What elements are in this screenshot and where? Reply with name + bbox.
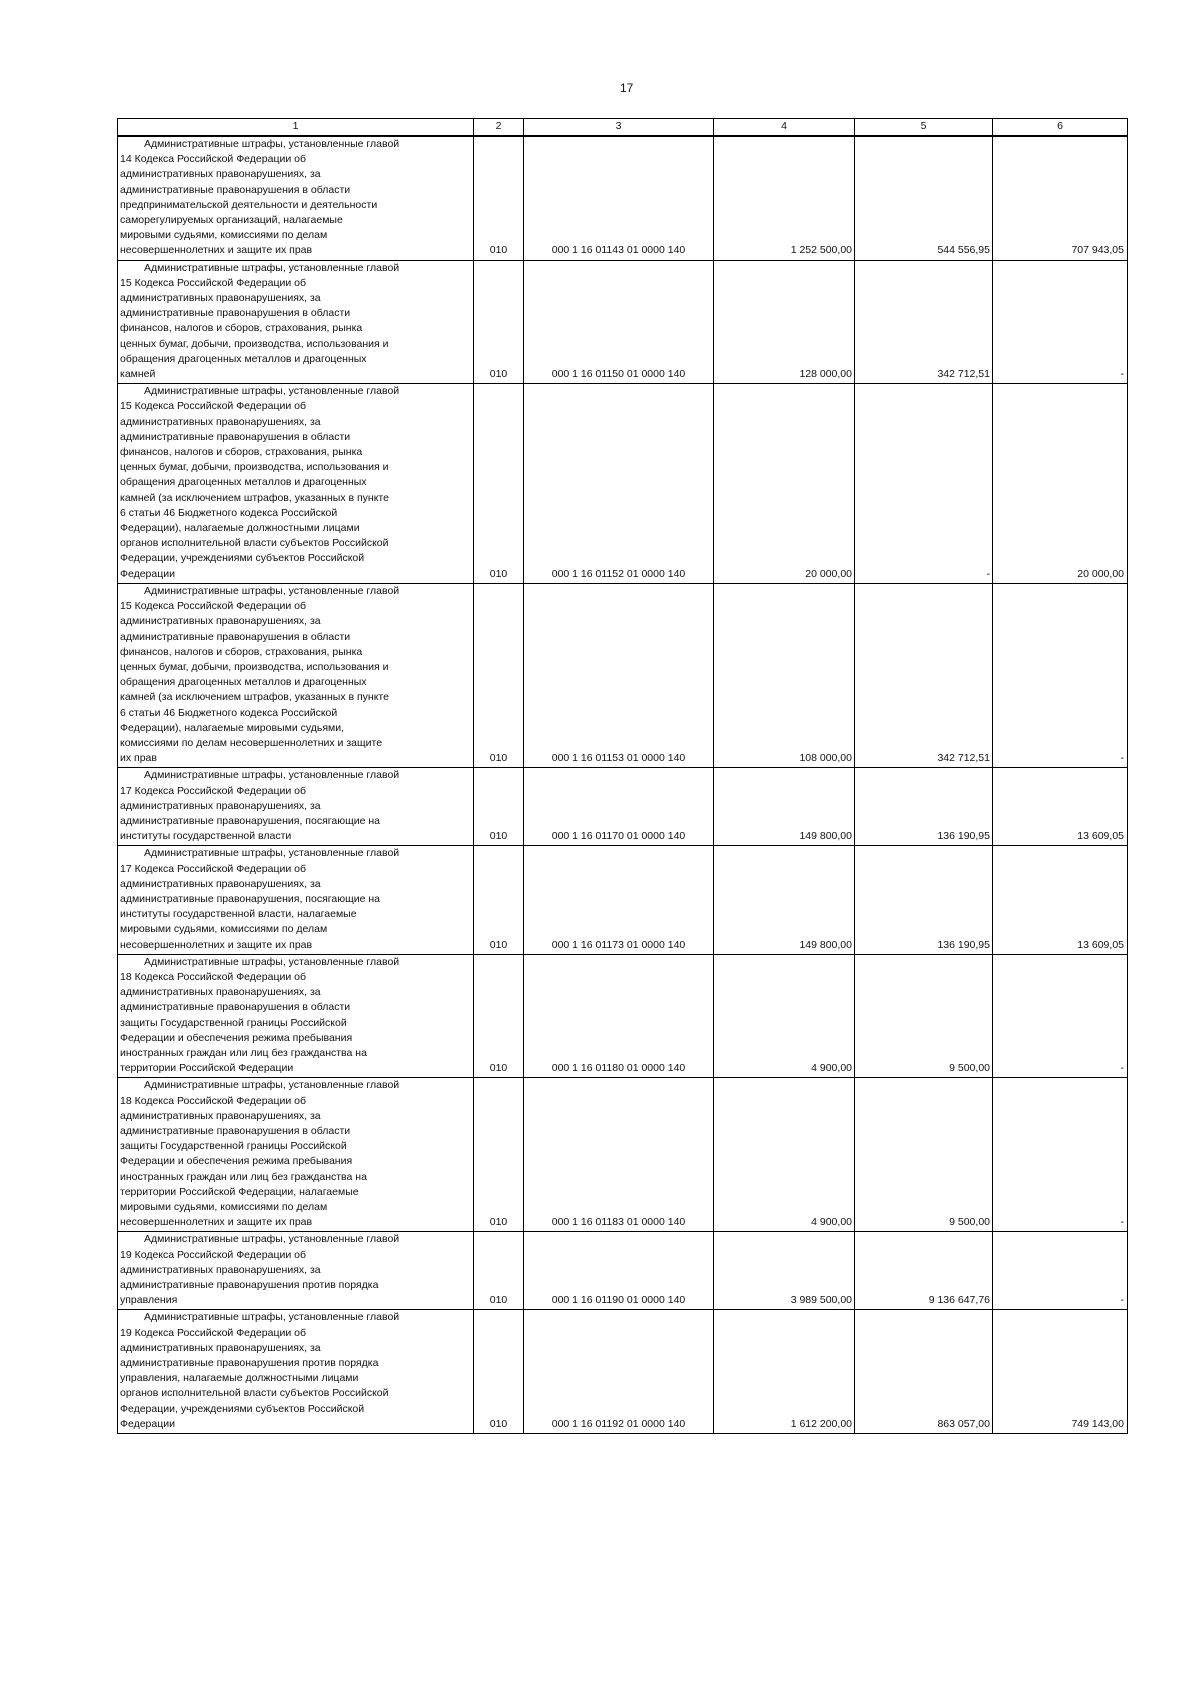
description-line: обращения драгоценных металлов и драгоценных xyxy=(120,352,367,365)
description-line: административных правонарушениях, за xyxy=(120,292,321,305)
row-description xyxy=(118,846,474,954)
description-line: Административные штрафы, установленные главой xyxy=(144,1079,400,1092)
description-line: камней xyxy=(120,368,156,381)
table-row xyxy=(118,583,1128,767)
kbk-code-cell: 000 1 16 01183 01 0000 140 xyxy=(524,1078,714,1232)
unexecuted-amount-cell: 749 143,00 xyxy=(993,1310,1128,1434)
kbk-code-cell: 000 1 16 01150 01 0000 140 xyxy=(524,260,714,384)
description-line: иностранных граждан или лиц без гражданства на xyxy=(120,1170,367,1183)
description-line: институты государственной власти, налагаемые xyxy=(120,908,357,921)
description-line: 14 Кодекса Российской Федерации об xyxy=(120,153,306,166)
executed-amount-cell: 9 136 647,76 xyxy=(855,1232,993,1310)
description-line: Федерации xyxy=(120,567,175,580)
description-line: органов исполнительной власти субъектов Российской xyxy=(120,537,389,550)
kbk-code-cell: 000 1 16 01173 01 0000 140 xyxy=(524,846,714,954)
description-line: Федерации, учреждениями субъектов Российской xyxy=(120,552,365,565)
line-code-cell: 010 xyxy=(474,583,524,767)
description-line: Административные штрафы, установленные главой xyxy=(144,955,400,968)
description-line: Административные штрафы, установленные главой xyxy=(144,1233,400,1246)
description-line: административные правонарушения в области xyxy=(120,630,351,643)
executed-amount-cell: 342 712,51 xyxy=(855,260,993,384)
approved-amount-cell: 4 900,00 xyxy=(714,1078,855,1232)
description-line: 19 Кодекса Российской Федерации об xyxy=(120,1248,306,1261)
description-line: административные правонарушения в области xyxy=(120,307,351,320)
unexecuted-amount-cell: - xyxy=(993,1232,1128,1310)
description-line: финансов, налогов и сборов, страхования, рынка xyxy=(120,446,363,459)
unexecuted-amount-cell: 20 000,00 xyxy=(993,384,1128,584)
table-row xyxy=(118,136,1128,260)
column-header: 4 xyxy=(714,119,855,137)
approved-amount-cell: 4 900,00 xyxy=(714,954,855,1078)
row-description xyxy=(118,768,474,846)
description-line: административных правонарушениях, за xyxy=(120,799,321,812)
description-line: административные правонарушения в области xyxy=(120,430,351,443)
column-header: 6 xyxy=(993,119,1128,137)
unexecuted-amount-cell: 707 943,05 xyxy=(993,136,1128,260)
description-line: Административные штрафы, установленные главой xyxy=(144,261,400,274)
kbk-code-cell: 000 1 16 01153 01 0000 140 xyxy=(524,583,714,767)
description-line: административных правонарушениях, за xyxy=(120,1263,321,1276)
description-line: 6 статьи 46 Бюджетного кодекса Российской xyxy=(120,706,338,719)
description-line: административные правонарушения, посягающие на xyxy=(120,892,380,905)
unexecuted-amount-cell: - xyxy=(993,1078,1128,1232)
income-table xyxy=(117,118,1128,1434)
description-line: финансов, налогов и сборов, страхования, рынка xyxy=(120,322,363,335)
unexecuted-amount-cell: - xyxy=(993,583,1128,767)
description-line: финансов, налогов и сборов, страхования, рынка xyxy=(120,645,363,658)
description-line: административные правонарушения в области xyxy=(120,1125,351,1137)
column-header: 3 xyxy=(524,119,714,137)
executed-amount-cell: 544 556,95 xyxy=(855,136,993,260)
description-line: Административные штрафы, установленные главой xyxy=(144,769,400,782)
description-line: комиссиями по делам несовершеннолетних и защите xyxy=(120,736,383,749)
approved-amount-cell: 149 800,00 xyxy=(714,846,855,954)
description-line: несовершеннолетних и защите их прав xyxy=(120,244,313,257)
description-line: защиты Государственной границы Российской xyxy=(120,1016,347,1029)
description-line: административных правонарушениях, за xyxy=(120,615,321,628)
row-description xyxy=(118,1310,474,1434)
description-line: обращения драгоценных металлов и драгоценных xyxy=(120,676,367,689)
approved-amount-cell: 20 000,00 xyxy=(714,384,855,584)
description-line: 18 Кодекса Российской Федерации об xyxy=(120,1094,306,1107)
description-line: административных правонарушениях, за xyxy=(120,986,321,999)
description-line: ценных бумаг, добычи, производства, использования и xyxy=(120,660,389,673)
line-code-cell: 010 xyxy=(474,846,524,954)
executed-amount-cell: 863 057,00 xyxy=(855,1310,993,1434)
row-description xyxy=(118,384,474,584)
description-line: мировыми судьями, комиссиями по делам xyxy=(120,923,328,936)
description-line: 6 статьи 46 Бюджетного кодекса Российской xyxy=(120,506,338,519)
description-line: административных правонарушениях, за xyxy=(120,168,321,181)
unexecuted-amount-cell: 13 609,05 xyxy=(993,768,1128,846)
row-description xyxy=(118,260,474,384)
approved-amount-cell: 149 800,00 xyxy=(714,768,855,846)
description-line: ценных бумаг, добычи, производства, использования и xyxy=(120,337,389,350)
row-description xyxy=(118,1232,474,1310)
description-line: 17 Кодекса Российской Федерации об xyxy=(120,784,306,797)
kbk-code-cell: 000 1 16 01180 01 0000 140 xyxy=(524,954,714,1078)
line-code-cell: 010 xyxy=(474,260,524,384)
description-line: ценных бумаг, добычи, производства, использования и xyxy=(120,461,389,474)
description-line: административные правонарушения, посягающие на xyxy=(120,814,380,827)
description-line: административных правонарушениях, за xyxy=(120,415,321,428)
description-line: управления, налагаемые должностными лицами xyxy=(120,1372,359,1385)
kbk-code-cell: 000 1 16 01190 01 0000 140 xyxy=(524,1232,714,1310)
row-description xyxy=(118,1078,474,1232)
header-row xyxy=(118,119,1128,137)
description-line: административные правонарушения против порядка xyxy=(120,1357,379,1370)
table-row xyxy=(118,954,1128,1078)
line-code-cell: 010 xyxy=(474,384,524,584)
description-line: их прав xyxy=(120,752,157,765)
description-line: Федерации и обеспечения режима пребывания xyxy=(120,1155,353,1168)
description-line: Федерации и обеспечения режима пребывания xyxy=(120,1031,353,1044)
description-line: несовершеннолетних и защите их прав xyxy=(120,1216,313,1229)
approved-amount-cell: 108 000,00 xyxy=(714,583,855,767)
row-description xyxy=(118,954,474,1078)
page-number: 17 xyxy=(620,81,634,95)
description-line: Федерации xyxy=(120,1417,175,1430)
approved-amount-cell: 1 252 500,00 xyxy=(714,136,855,260)
description-line: камней (за исключением штрафов, указанных в пункте xyxy=(120,691,389,704)
column-header: 2 xyxy=(474,119,524,137)
line-code-cell: 010 xyxy=(474,1078,524,1232)
unexecuted-amount-cell: - xyxy=(993,260,1128,384)
description-line: органов исполнительной власти субъектов Российской xyxy=(120,1387,389,1400)
description-line: административных правонарушениях, за xyxy=(120,877,321,890)
description-line: защиты Государственной границы Российской xyxy=(120,1140,347,1153)
executed-amount-cell: - xyxy=(855,384,993,584)
table-row xyxy=(118,1232,1128,1310)
row-description xyxy=(118,136,474,260)
description-line: административные правонарушения в области xyxy=(120,183,351,196)
executed-amount-cell: 136 190,95 xyxy=(855,846,993,954)
description-line: мировыми судьями, комиссиями по делам xyxy=(120,229,328,242)
line-code-cell: 010 xyxy=(474,1310,524,1434)
description-line: Административные штрафы, установленные главой xyxy=(144,385,400,398)
executed-amount-cell: 9 500,00 xyxy=(855,954,993,1078)
row-description xyxy=(118,583,474,767)
description-line: Федерации), налагаемые мировыми судьями, xyxy=(120,721,345,734)
description-line: 19 Кодекса Российской Федерации об xyxy=(120,1326,306,1339)
table-body xyxy=(118,136,1128,1434)
table-row xyxy=(118,1310,1128,1434)
line-code-cell: 010 xyxy=(474,1232,524,1310)
kbk-code-cell: 000 1 16 01192 01 0000 140 xyxy=(524,1310,714,1434)
description-line: Федерации), налагаемые должностными лицами xyxy=(120,522,360,535)
unexecuted-amount-cell: 13 609,05 xyxy=(993,846,1128,954)
approved-amount-cell: 1 612 200,00 xyxy=(714,1310,855,1434)
description-line: 15 Кодекса Российской Федерации об xyxy=(120,600,306,613)
executed-amount-cell: 342 712,51 xyxy=(855,583,993,767)
description-line: Административные штрафы, установленные главой xyxy=(144,847,400,860)
description-line: иностранных граждан или лиц без гражданства на xyxy=(120,1046,367,1059)
description-line: 18 Кодекса Российской Федерации об xyxy=(120,970,306,983)
description-line: территории Российской Федерации xyxy=(120,1062,294,1075)
line-code-cell: 010 xyxy=(474,768,524,846)
description-line: управления xyxy=(120,1294,178,1307)
description-line: предпринимательской деятельности и деятельности xyxy=(120,198,378,211)
approved-amount-cell: 3 989 500,00 xyxy=(714,1232,855,1310)
description-line: камней (за исключением штрафов, указанных в пункте xyxy=(120,491,389,504)
table-row xyxy=(118,768,1128,846)
table-row xyxy=(118,384,1128,584)
description-line: Административные штрафы, установленные главой xyxy=(144,1311,400,1324)
description-line: 15 Кодекса Российской Федерации об xyxy=(120,276,306,289)
column-header: 1 xyxy=(118,119,474,137)
description-line: саморегулируемых организаций, налагаемые xyxy=(120,214,343,227)
executed-amount-cell: 9 500,00 xyxy=(855,1078,993,1232)
executed-amount-cell: 136 190,95 xyxy=(855,768,993,846)
unexecuted-amount-cell: - xyxy=(993,954,1128,1078)
approved-amount-cell: 128 000,00 xyxy=(714,260,855,384)
table-row xyxy=(118,846,1128,954)
description-line: административные правонарушения против порядка xyxy=(120,1279,379,1292)
description-line: Административные штрафы, установленные главой xyxy=(144,138,400,150)
description-line: обращения драгоценных металлов и драгоценных xyxy=(120,476,367,489)
line-code-cell: 010 xyxy=(474,954,524,1078)
kbk-code-cell: 000 1 16 01170 01 0000 140 xyxy=(524,768,714,846)
description-line: административных правонарушениях, за xyxy=(120,1109,321,1122)
description-line: административные правонарушения в области xyxy=(120,1001,351,1014)
description-line: 17 Кодекса Российской Федерации об xyxy=(120,862,306,875)
table-row xyxy=(118,1078,1128,1232)
description-line: институты государственной власти xyxy=(120,830,292,843)
kbk-code-cell: 000 1 16 01152 01 0000 140 xyxy=(524,384,714,584)
description-line: 15 Кодекса Российской Федерации об xyxy=(120,400,306,413)
description-line: мировыми судьями, комиссиями по делам xyxy=(120,1201,328,1214)
description-line: территории Российской Федерации, налагаемые xyxy=(120,1185,359,1198)
description-line: Административные штрафы, установленные главой xyxy=(144,584,400,597)
description-line: Федерации, учреждениями субъектов Российской xyxy=(120,1402,365,1415)
description-line: несовершеннолетних и защите их прав xyxy=(120,938,313,951)
description-line: административных правонарушениях, за xyxy=(120,1341,321,1354)
kbk-code-cell: 000 1 16 01143 01 0000 140 xyxy=(524,136,714,260)
table-row xyxy=(118,260,1128,384)
line-code-cell: 010 xyxy=(474,136,524,260)
column-header: 5 xyxy=(855,119,993,137)
